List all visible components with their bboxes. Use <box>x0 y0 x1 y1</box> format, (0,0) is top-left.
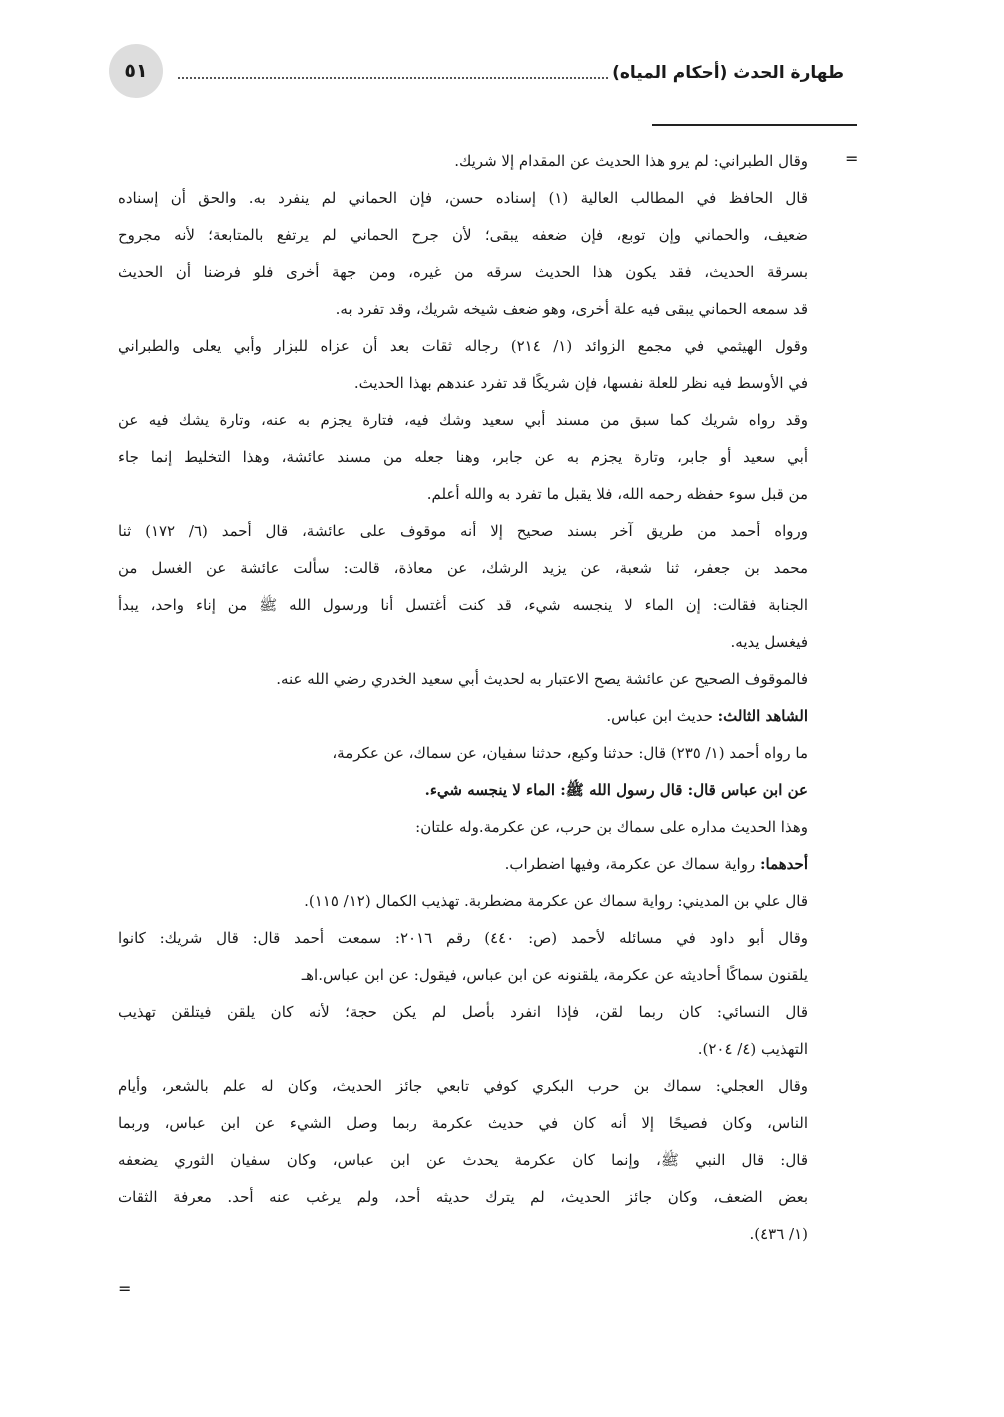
text-line: وقول الهيثمي في مجمع الزوائد (١/ ٢١٤) رجاله ثقات بعد أن عزاه للبزار وأبي يعلى والطبراني <box>118 337 808 355</box>
page-number-badge <box>109 44 163 98</box>
text-line: وهذا الحديث مداره على سماك بن حرب، عن عكرمة.وله علتان: <box>415 818 808 836</box>
text-line: يلقنون سماكًا أحاديثه عن عكرمة، يلقنونه عن ابن عباس، فيقول: عن ابن عباس.اهـ <box>301 966 808 984</box>
text-line: فيغسل يديه. <box>730 633 808 651</box>
footnote-separator-rule <box>652 124 857 126</box>
text-line: التهذيب (٤/ ٢٠٤). <box>697 1040 808 1058</box>
text-line <box>118 772 808 809</box>
text-line: أبي سعيد أو جابر، وتارة يجزم به عن جابر، وهنا جعله من مسند عائشة، وهذا التخليط إنما جاء <box>118 448 808 466</box>
page-number: ٥١ <box>124 60 148 82</box>
defect-heading: أحدهما: <box>759 855 808 873</box>
section-heading: الشاهد الثالث: <box>717 707 808 725</box>
text-line: من قبل سوء حفظه رحمه الله، فلا يقبل ما تفرد به والله أعلم. <box>426 485 808 503</box>
text-line: وقال العجلي: سماك بن حرب البكري كوفي تابعي جائز الحديث، وكان له علم بالشعر، وأيام <box>118 1077 808 1095</box>
text-line: في الأوسط فيه نظر للعلة نفسها، فإن شريكًا قد تفرد عندهم بهذا الحديث. <box>353 374 808 392</box>
text-line: وقد رواه شريك كما سبق من مسند أبي سعيد وشك فيه، فتارة يجزم به عنه، وتارة يشك فيه عن <box>118 411 808 429</box>
text-line: ورواه أحمد من طريق آخر بسند صحيح إلا أنه موقوف على عائشة، قال أحمد (٦/ ١٧٢) ثنا <box>118 522 808 540</box>
footnote-text-block <box>118 143 808 1253</box>
text-line: محمد بن جعفر، ثنا شعبة، عن يزيد الرشك، عن معاذة، قالت: سألت عائشة عن الغسل من <box>118 559 808 577</box>
text-line: قال الحافظ في المطالب العالية (١) إسناده حسن، فإن الحماني لم ينفرد به. والحق أن إسناده <box>118 189 808 207</box>
defect-heading-text: رواية سماك عن عكرمة، وفيها اضطراب. <box>504 855 760 873</box>
running-header <box>178 55 844 91</box>
footnote-continuation-mark-bottom: = <box>118 1279 132 1298</box>
text-line: وقال الطبراني: لم يرو هذا الحديث عن المقدام إلا شريك. <box>454 152 808 170</box>
text-line: ما رواه أحمد (١/ ٢٣٥) قال: حدثنا وكيع، حدثنا سفيان، عن سماك، عن عكرمة، <box>332 744 808 762</box>
text-line: قال النسائي: كان ربما لقن، فإذا انفرد بأصل لم يكن حجة؛ لأنه كان يلقن فيتلقن تهذيب <box>118 1003 808 1021</box>
text-line: الناس، وكان فصيحًا إلا أنه كان في حديث عكرمة ربما وصل الشيء عن ابن عباس، وربما <box>118 1114 808 1132</box>
text-line <box>118 846 808 883</box>
text-line: ضعيف، والحماني وإن توبع، فإن ضعفه يبقى؛ لأن جرح الحماني لم يرتفع بالمتابعة؛ لأنه مجروح <box>118 226 808 244</box>
text-line: قال: قال النبي ﷺ، وإنما كان عكرمة يحدث عن ابن عباس، وكان سفيان الثوري يضعفه <box>118 1151 808 1169</box>
text-line: الجنابة فقالت: إن الماء لا ينجسه شيء، قد كنت أغتسل أنا ورسول الله ﷺ من إناء واحد، يبدأ <box>118 596 808 614</box>
text-line: (١/ ٤٣٦). <box>749 1225 808 1243</box>
footnote-continuation-mark-top: = <box>845 149 859 168</box>
hadith-text: عن ابن عباس قال: قال رسول الله ﷺ: الماء لا ينجسه شيء. <box>424 781 808 799</box>
text-line <box>118 698 808 735</box>
chapter-title: طهارة الحدث (أحكام المياه) <box>612 63 844 83</box>
text-line: بعض الضعف، وكان جائز الحديث، لم يترك حديثه أحد، ولم يرغب عنه أحد. معرفة الثقات <box>118 1188 808 1206</box>
text-line: فالموقوف الصحيح عن عائشة يصح الاعتبار به لحديث أبي سعيد الخدري رضي الله عنه. <box>276 670 808 688</box>
text-line: قد سمعه الحماني يبقى فيه علة أخرى، وهو ضعف شيخه شريك، وقد تفرد به. <box>335 300 808 318</box>
text-line: وقال أبو داود في مسائله لأحمد (ص: ٤٤٠) رقم ٢٠١٦: سمعت أحمد قال: قال شريك: كانوا <box>118 929 808 947</box>
header-dot-leader <box>178 77 608 79</box>
text-line: بسرقة الحديث، فقد يكون هذا الحديث سرقه من غيره، ومن جهة أخرى فلو فرضنا أن الحديث <box>118 263 808 281</box>
text-line: قال علي بن المديني: رواية سماك عن عكرمة مضطربة. تهذيب الكمال (١٢/ ١١٥). <box>304 892 808 910</box>
section-heading-text: حديث ابن عباس. <box>606 707 718 725</box>
